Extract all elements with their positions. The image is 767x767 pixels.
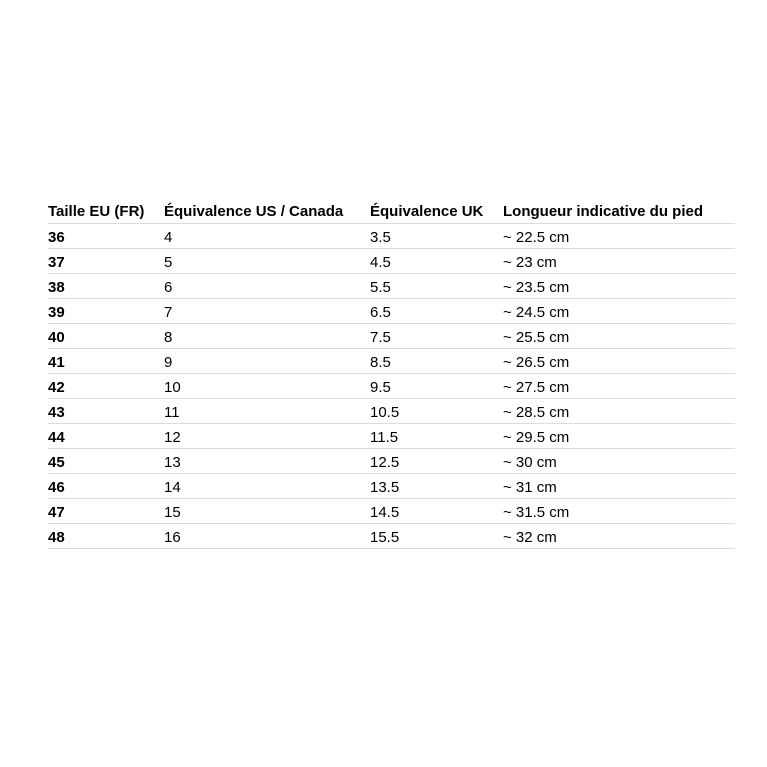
cell-eu-size: 45 (48, 453, 65, 471)
table-row (48, 349, 735, 374)
cell-foot-length: ~ 28.5 cm (503, 403, 570, 421)
table-row (48, 399, 735, 424)
cell-foot-length: ~ 23 cm (503, 253, 557, 271)
cell-uk: 9.5 (370, 378, 391, 396)
cell-us-canada: 9 (164, 353, 173, 371)
cell-uk: 15.5 (370, 528, 400, 546)
cell-foot-length: ~ 23.5 cm (503, 278, 570, 296)
cell-eu-size: 37 (48, 253, 65, 271)
table-row (48, 299, 735, 324)
cell-eu-size: 36 (48, 228, 65, 246)
cell-foot-length: ~ 30 cm (503, 453, 557, 471)
table-row (48, 224, 735, 249)
table-row (48, 524, 735, 549)
cell-uk: 4.5 (370, 253, 391, 271)
cell-foot-length: ~ 31.5 cm (503, 503, 570, 521)
cell-foot-length: ~ 31 cm (503, 478, 557, 496)
cell-foot-length: ~ 29.5 cm (503, 428, 570, 446)
cell-us-canada: 12 (164, 428, 181, 446)
table-row (48, 449, 735, 474)
cell-eu-size: 47 (48, 503, 65, 521)
cell-eu-size: 39 (48, 303, 65, 321)
cell-us-canada: 8 (164, 328, 173, 346)
cell-eu-size: 43 (48, 403, 65, 421)
cell-uk: 14.5 (370, 503, 400, 521)
table-row (48, 424, 735, 449)
cell-us-canada: 14 (164, 478, 181, 496)
cell-eu-size: 44 (48, 428, 65, 446)
cell-us-canada: 6 (164, 278, 173, 296)
cell-foot-length: ~ 32 cm (503, 528, 557, 546)
cell-foot-length: ~ 27.5 cm (503, 378, 570, 396)
table-row (48, 249, 735, 274)
cell-us-canada: 7 (164, 303, 173, 321)
cell-eu-size: 46 (48, 478, 65, 496)
cell-uk: 10.5 (370, 403, 400, 421)
table-row (48, 499, 735, 524)
cell-foot-length: ~ 25.5 cm (503, 328, 570, 346)
cell-us-canada: 16 (164, 528, 181, 546)
cell-uk: 6.5 (370, 303, 391, 321)
table-row (48, 474, 735, 499)
header-eu-size: Taille EU (FR) (48, 202, 145, 220)
cell-eu-size: 42 (48, 378, 65, 396)
cell-eu-size: 38 (48, 278, 65, 296)
cell-uk: 12.5 (370, 453, 400, 471)
cell-us-canada: 4 (164, 228, 173, 246)
cell-us-canada: 15 (164, 503, 181, 521)
cell-foot-length: ~ 26.5 cm (503, 353, 570, 371)
cell-us-canada: 13 (164, 453, 181, 471)
cell-us-canada: 11 (164, 403, 180, 421)
cell-uk: 7.5 (370, 328, 391, 346)
cell-uk: 8.5 (370, 353, 391, 371)
cell-eu-size: 41 (48, 353, 65, 371)
cell-uk: 11.5 (370, 428, 399, 446)
size-conversion-table (48, 197, 735, 549)
cell-uk: 5.5 (370, 278, 391, 296)
header-foot-length: Longueur indicative du pied (503, 202, 704, 220)
table-row (48, 274, 735, 299)
header-uk: Équivalence UK (370, 202, 484, 220)
table-row (48, 324, 735, 349)
cell-eu-size: 48 (48, 528, 65, 546)
cell-uk: 3.5 (370, 228, 391, 246)
table-row (48, 374, 735, 399)
cell-foot-length: ~ 24.5 cm (503, 303, 570, 321)
header-us-canada: Équivalence US / Canada (164, 202, 344, 220)
table-body (48, 224, 735, 549)
cell-us-canada: 5 (164, 253, 173, 271)
cell-uk: 13.5 (370, 478, 400, 496)
cell-us-canada: 10 (164, 378, 181, 396)
cell-foot-length: ~ 22.5 cm (503, 228, 570, 246)
cell-eu-size: 40 (48, 328, 65, 346)
table-header-row (48, 197, 735, 224)
